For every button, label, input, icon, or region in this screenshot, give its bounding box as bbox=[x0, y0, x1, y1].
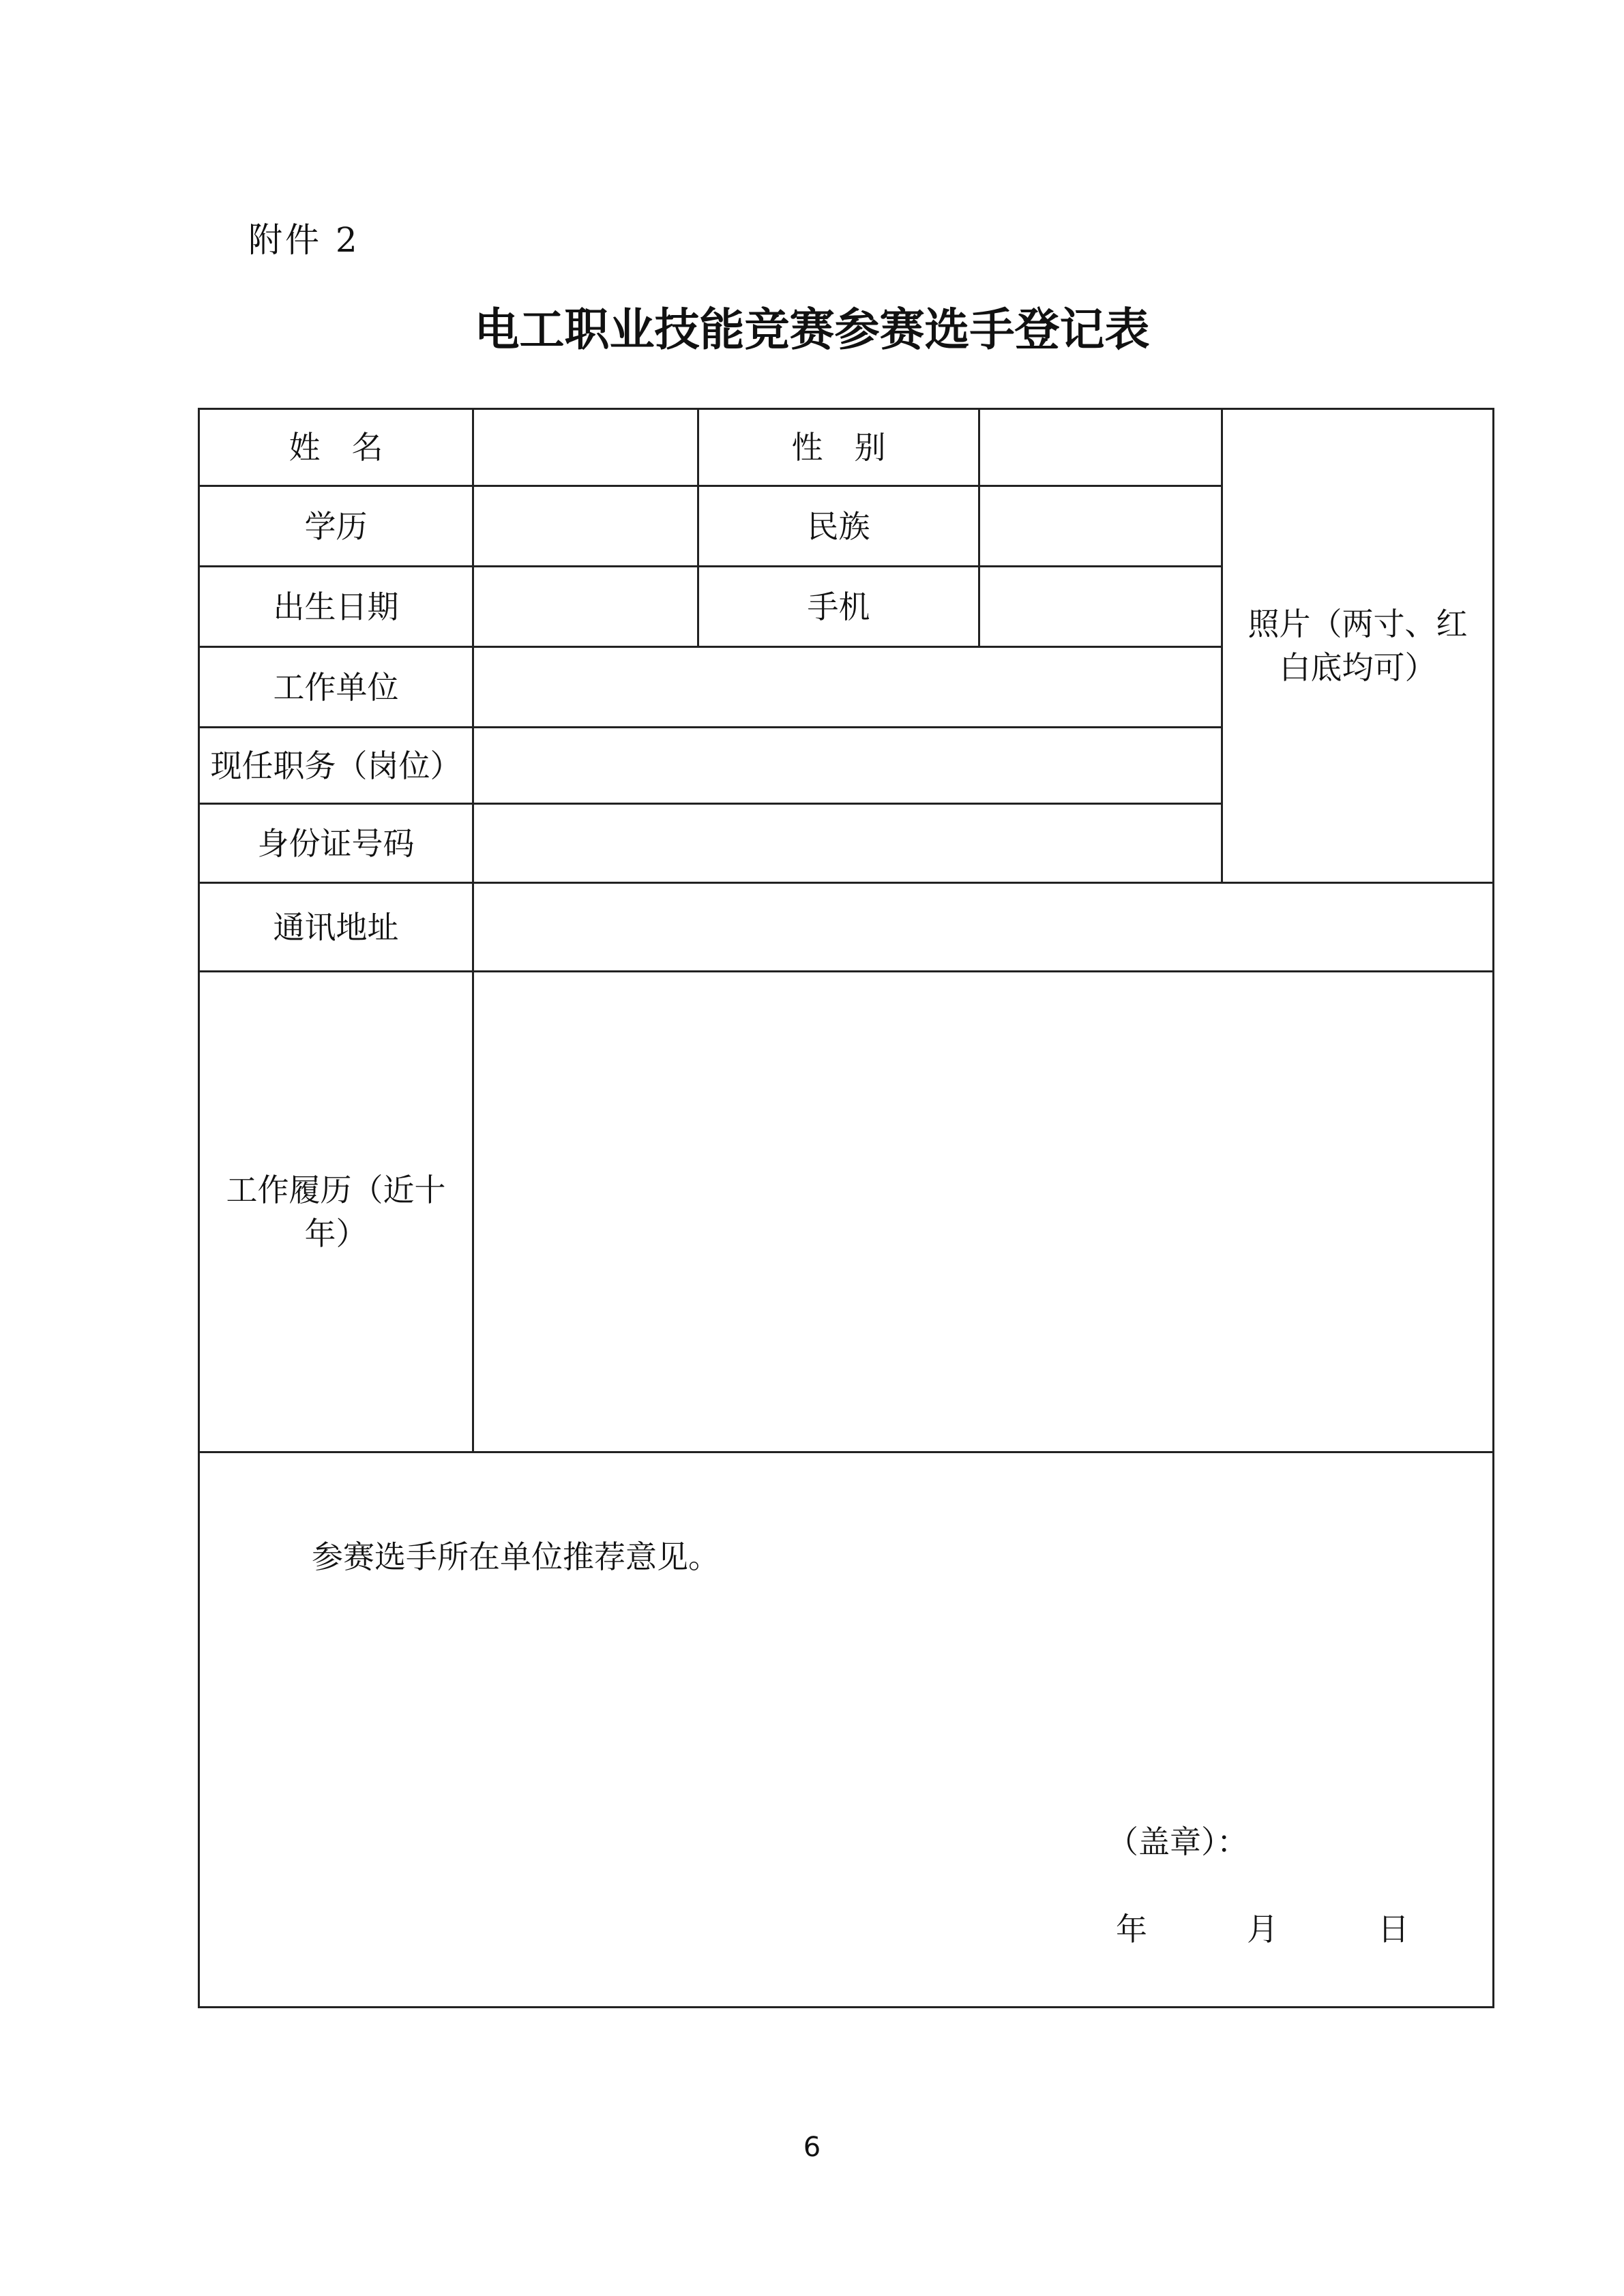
position-input-cell[interactable] bbox=[473, 728, 1222, 804]
form-title: 电工职业技能竞赛参赛选手登记表 bbox=[474, 303, 1150, 356]
address-input-cell[interactable] bbox=[473, 883, 1494, 972]
photo-label: 照片（两寸、红白底均可） bbox=[1247, 606, 1468, 686]
name-input-cell[interactable] bbox=[473, 409, 698, 486]
position-label: 现任职务（岗位） bbox=[199, 728, 473, 804]
seal-label: （盖章）： bbox=[1107, 1823, 1248, 1860]
education-label: 学历 bbox=[199, 486, 473, 567]
phone-input-cell[interactable] bbox=[979, 567, 1222, 647]
recommendation-section[interactable] bbox=[199, 1452, 1494, 2008]
year-label: 年 bbox=[1116, 1911, 1147, 1948]
id-number-label: 身份证号码 bbox=[199, 804, 473, 883]
gender-input-cell[interactable] bbox=[979, 409, 1222, 486]
month-label: 月 bbox=[1247, 1911, 1278, 1948]
ethnicity-input-cell[interactable] bbox=[979, 486, 1222, 567]
attachment-label: 附件 2 bbox=[248, 220, 360, 260]
education-input-cell[interactable] bbox=[473, 486, 698, 567]
id-number-input-cell[interactable] bbox=[473, 804, 1222, 883]
name-label: 姓 名 bbox=[199, 409, 473, 486]
work-history-label bbox=[199, 972, 473, 1452]
registration-form-table bbox=[198, 408, 1494, 2008]
address-label: 通讯地址 bbox=[199, 883, 473, 972]
employer-input-cell[interactable] bbox=[473, 647, 1222, 728]
birth-date-input-cell[interactable] bbox=[473, 567, 698, 647]
gender-label: 性 别 bbox=[698, 409, 979, 486]
phone-label: 手机 bbox=[698, 567, 979, 647]
recommendation-label: 参赛选手所在单位推荐意见。 bbox=[312, 1538, 720, 1575]
day-label: 日 bbox=[1378, 1911, 1409, 1948]
ethnicity-label: 民族 bbox=[698, 486, 979, 567]
work-history-label-text: 工作履历（近十年） bbox=[226, 1172, 446, 1252]
work-history-input-cell[interactable] bbox=[473, 972, 1494, 1452]
photo-placeholder[interactable] bbox=[1222, 409, 1494, 883]
employer-label: 工作单位 bbox=[199, 647, 473, 728]
page-number: 6 bbox=[803, 2132, 821, 2163]
date-line bbox=[1066, 1907, 1459, 1951]
birth-date-label: 出生日期 bbox=[199, 567, 473, 647]
